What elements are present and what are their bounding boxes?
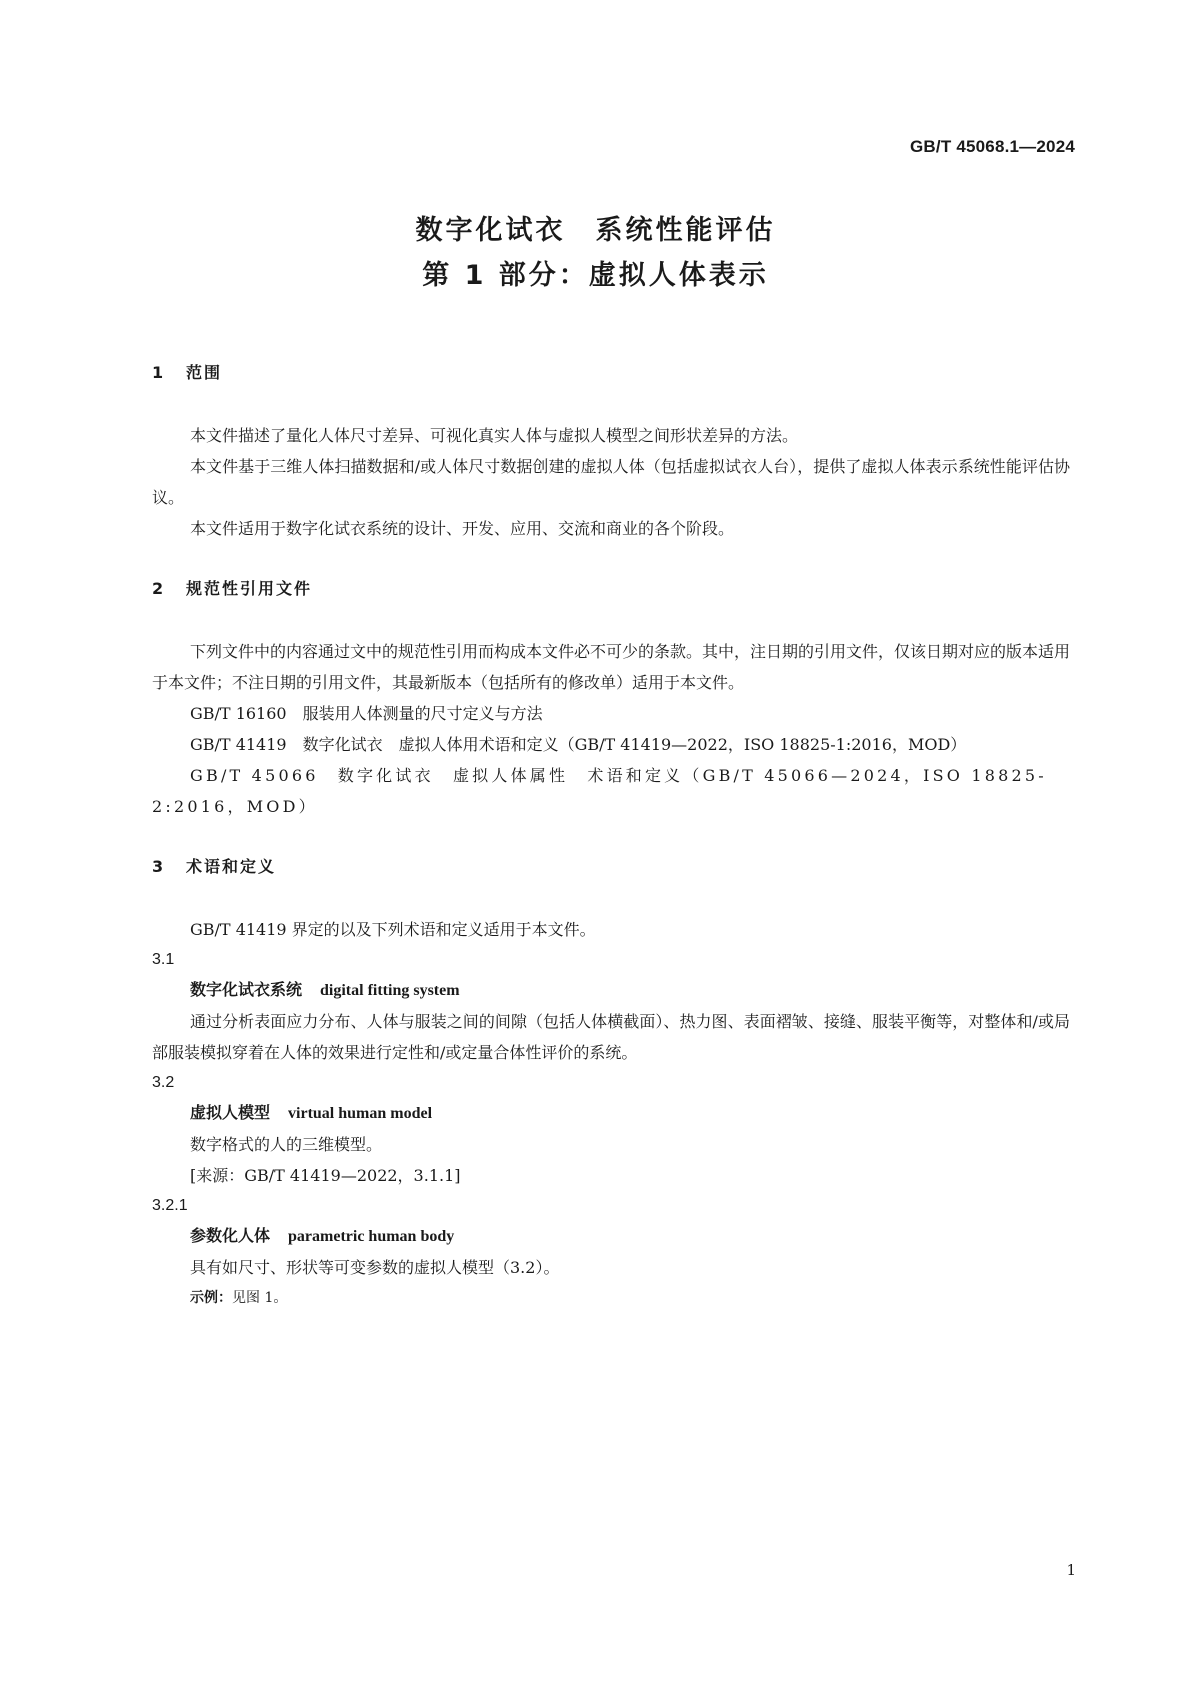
scope-paragraph: 本文件描述了量化人体尺寸差异、可视化真实人体与虚拟人模型之间形状差异的方法。 [190, 426, 799, 445]
term-name-en: virtual human model [288, 1105, 433, 1122]
document-title-line1: 数字化试衣 系统性能评估 [415, 215, 776, 246]
references-intro: 下列文件中的内容通过文中的规范性引用而构成本文件必不可少的条款。其中，注日期的引用文件，仅该日期对应的版本适用于本文件；不注日期的引用文件，其最新版本（包括所有的修改单）适用于本文件。 [152, 642, 1071, 692]
term-name-zh: 参数化人体 [190, 1226, 271, 1245]
scope-paragraph: 本文件适用于数字化试衣系统的设计、开发、应用、交流和商业的各个阶段。 [190, 519, 735, 538]
example-text: 见图 1。 [232, 1290, 288, 1306]
section-number: 2 [152, 579, 166, 598]
term-name-en: digital fitting system [320, 982, 460, 999]
term-example [152, 1283, 1070, 1313]
document-body [152, 360, 1070, 1313]
term-number: 3.2.1 [152, 1197, 188, 1214]
section-title: 术语和定义 [186, 857, 277, 876]
scope-paragraph: 本文件基于三维人体扫描数据和/或人体尺寸数据创建的虚拟人体（包括虚拟试衣人台），提供了虚拟人体表示系统性能评估协议。 [152, 457, 1070, 507]
term-definition: 通过分析表面应力分布、人体与服装之间的间隙（包括人体横截面）、热力图、表面褶皱、接缝、服装平衡等，对整体和/或局部服装模拟穿着在人体的效果进行定性和/或定量合体性评价的系统。 [152, 1012, 1070, 1062]
example-label: 示例： [190, 1290, 232, 1306]
term-name-en: parametric human body [288, 1228, 455, 1245]
section-title: 规范性引用文件 [186, 579, 313, 598]
term-name-zh: 数字化试衣系统 [190, 980, 303, 999]
term-name [152, 974, 1070, 1006]
term-number: 3.1 [152, 951, 175, 968]
reference-item: GB/T 45066 数字化试衣 虚拟人体属性 术语和定义（GB/T 45066—2024，ISO 18825-2:2016，MOD） [152, 766, 1047, 816]
terms-intro: GB/T 41419 界定的以及下列术语和定义适用于本文件。 [190, 920, 596, 939]
page-number: 1 [1066, 1561, 1076, 1579]
reference-item: GB/T 16160 服装用人体测量的尺寸定义与方法 [190, 704, 543, 723]
term-number: 3.2 [152, 1074, 175, 1091]
section-heading-terms [152, 854, 1070, 880]
section-number: 3 [152, 857, 166, 876]
reference-item: GB/T 41419 数字化试衣 虚拟人体用术语和定义（GB/T 41419—2022，ISO 18825-1:2016，MOD） [190, 735, 967, 754]
section-title: 范围 [186, 363, 223, 382]
section-heading-normative-references [152, 576, 1070, 602]
standard-number: GB/T 45068.1—2024 [910, 137, 1075, 156]
document-title-line2: 第 1 部分：虚拟人体表示 [422, 260, 769, 291]
section-heading-scope [152, 360, 1070, 386]
term-name [152, 1097, 1070, 1129]
term-name-zh: 虚拟人模型 [190, 1103, 271, 1122]
term-source: [来源：GB/T 41419—2022，3.1.1] [190, 1166, 461, 1185]
term-definition: 数字格式的人的三维模型。 [190, 1135, 383, 1154]
term-definition: 具有如尺寸、形状等可变参数的虚拟人模型（3.2）。 [190, 1258, 560, 1277]
section-number: 1 [152, 363, 166, 382]
term-name [152, 1220, 1070, 1252]
